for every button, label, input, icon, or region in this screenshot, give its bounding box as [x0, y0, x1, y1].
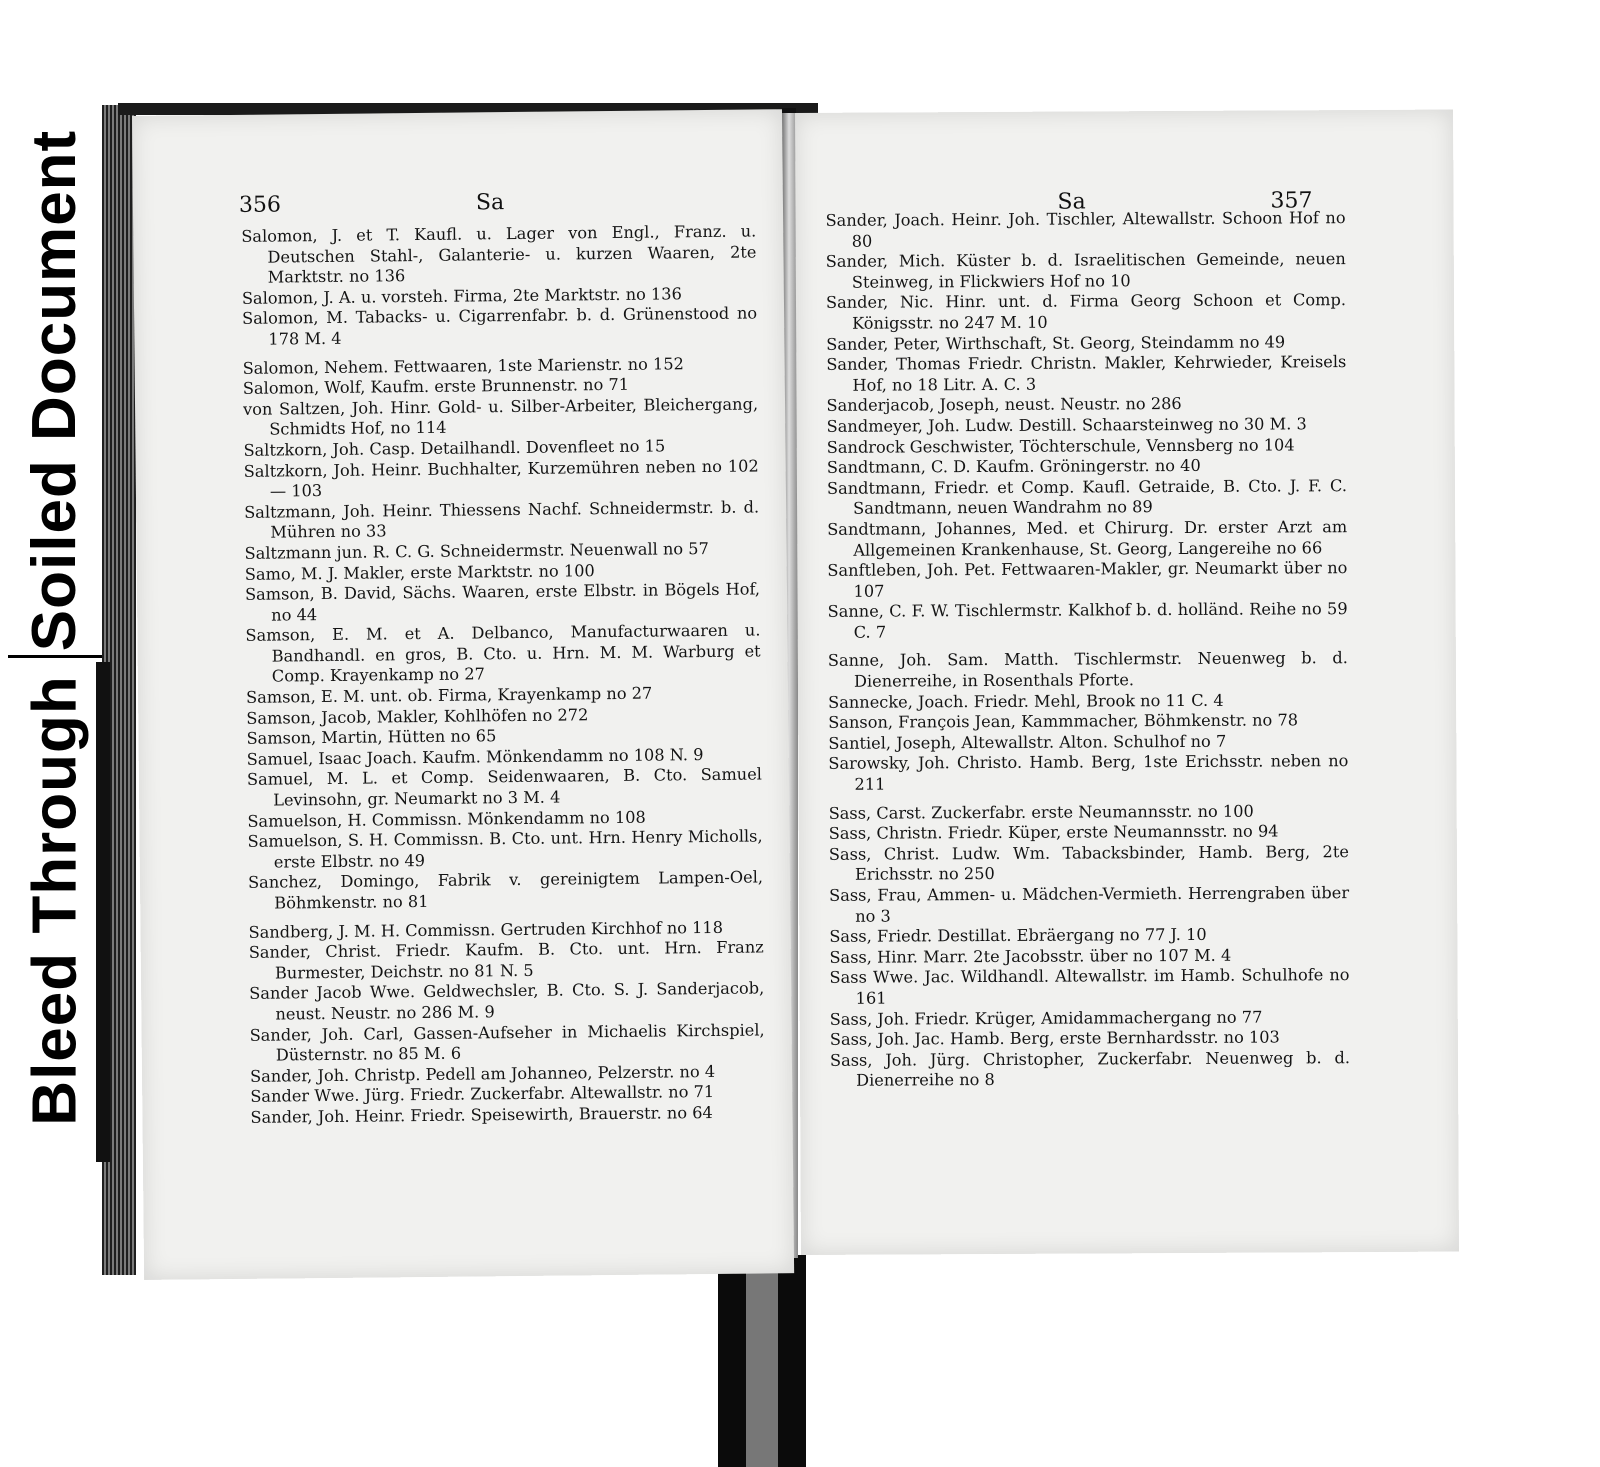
list-item: Sass, Friedr. Destillat. Ebräergang no 77 J. 10 [829, 925, 1207, 947]
list-item: Sass, Carst. Zuckerfabr. erste Neumannsstr. no 100 [828, 801, 1254, 823]
label-divider [8, 655, 113, 658]
list-item: Samuelson, H. Commissn. Mönkendamm no 108 [247, 807, 646, 831]
list-item: Sander Wwe. Jürg. Friedr. Zuckerfabr. Altewallstr. no 71 [250, 1082, 715, 1107]
list-item: Saltzmann jun. R. C. G. Schneidermstr. Neuenwall no 57 [244, 538, 709, 563]
list-item: Samson, Jacob, Makler, Kohlhöfen no 272 [246, 704, 589, 728]
running-header-right: Sa [1057, 189, 1086, 215]
list-item: Salomon, Wolf, Kaufm. erste Brunnenstr. no 71 [242, 374, 630, 399]
list-item: Sandmeyer, Joh. Ludw. Destill. Schaarsteinweg no 30 M. 3 [826, 414, 1307, 436]
list-item: Samson, E. M. unt. ob. Firma, Krayenkamp no 27 [245, 683, 653, 707]
list-item: Sass, Christ. Ludw. Wm. Tabacksbinder, Hamb. Berg, 2te Erichsstr. no 250 [828, 841, 1349, 885]
list-item: Sarowsky, Joh. Christo. Hamb. Berg, 1ste Erichsstr. neben no 211 [828, 751, 1349, 794]
list-item: Samson, B. David, Sächs. Waaren, erste Elbstr. in Bögels Hof, no 44 [244, 579, 761, 625]
list-item: Sass, Christn. Friedr. Küper, erste Neumannsstr. no 94 [828, 821, 1279, 844]
list-item: von Saltzen, Joh. Hinr. Gold- u. Silber-Arbeiter, Bleichergang, Schmidts Hof, no 114 [242, 394, 759, 439]
list-item: Sass, Hinr. Marr. 2te Jacobsstr. über no 107 M. 4 [829, 945, 1232, 967]
list-item: Sander, Mich. Küster b. d. Israelitischen Gemeinde, neuen Steinweg, in Flickwiers Hof no 10 [825, 249, 1346, 292]
bleed-through-label [10, 665, 100, 1135]
list-item: Sander, Joh. Heinr. Friedr. Speisewirth, Brauerstr. no 64 [250, 1102, 713, 1127]
list-item: Sass, Joh. Friedr. Krüger, Amidammachergang no 77 [829, 1007, 1263, 1029]
list-item: Sander, Thomas Friedr. Christn. Makler, Kehrwieder, Kreisels Hof, no 18 Litr. A. C. 3 [826, 352, 1347, 395]
list-item: Sass Wwe. Jac. Wildhandl. Altewallstr. im Hamb. Schulhofe no 161 [829, 965, 1350, 1008]
list-item: Sanderjacob, Joseph, neust. Neustr. no 286 [826, 394, 1182, 416]
list-item: Sander, Joh. Christp. Pedell am Johanneo, Pelzerstr. no 4 [249, 1061, 716, 1086]
list-item: Sanchez, Domingo, Fabrik v. gereinigtem Lampen-Oel, Böhmkenstr. no 81 [247, 867, 764, 913]
page-number-right: 357 [1270, 188, 1313, 214]
list-item: Salomon, M. Tabacks- u. Cigarrenfabr. b. d. Grünenstood no 178 M. 4 [242, 303, 758, 349]
list-item: Santiel, Joseph, Altewallstr. Alton. Schulhof no 7 [828, 731, 1227, 753]
list-item: Samuelson, S. H. Commissn. B. Cto. unt. Hrn. Henry Micholls, erste Elbstr. no 49 [247, 826, 763, 872]
list-item: Sanson, François Jean, Kammmacher, Böhmkenstr. no 78 [828, 710, 1299, 733]
running-header-left: Sa [475, 190, 505, 216]
spine-bottom-inner [746, 1255, 778, 1467]
book-edge-tab [96, 662, 110, 1162]
soiled-document-label [10, 130, 100, 650]
right-entry-list [826, 208, 1351, 1092]
page-number-left: 356 [238, 192, 282, 218]
list-item: Sandtmann, Friedr. et Comp. Kaufl. Getraide, B. Cto. J. F. C. Sandtmann, neuen Wandrahm no 89 [826, 475, 1348, 519]
list-item: Sandtmann, Johannes, Med. et Chirurg. Dr. erster Arzt am Allgemeinen Krankenhause, St. Georg, Langereihe no 66 [827, 517, 1348, 560]
list-item: Sander, Christ. Friedr. Kaufm. B. Cto. unt. Hrn. Franz Burmester, Deichstr. no 81 N. 5 [248, 937, 764, 983]
list-item: Samuel, Isaac Joach. Kaufm. Mönkendamm no 108 N. 9 [246, 744, 704, 769]
list-item: Saltzkorn, Joh. Casp. Detailhandl. Dovenfleet no 15 [243, 436, 666, 460]
list-item: Samuel, M. L. et Comp. Seidenwaaren, B. Cto. Samuel Levinsohn, gr. Neumarkt no 3 M. 4 [246, 764, 763, 810]
list-item: Sander Jacob Wwe. Geldwechsler, B. Cto. S. J. Sanderjacob, neust. Neustr. no 286 M. 9 [249, 978, 765, 1024]
list-item: Sass, Joh. Jac. Hamb. Berg, erste Bernhardsstr. no 103 [829, 1027, 1280, 1049]
list-item: Sanne, C. F. W. Tischlermstr. Kalkhof b. d. holländ. Reihe no 59 C. 7 [827, 599, 1348, 642]
list-item: Saltzkorn, Joh. Heinr. Buchhalter, Kurzemühren neben no 102 — 103 [243, 455, 759, 501]
list-item: Sanftleben, Joh. Pet. Fettwaaren-Makler, gr. Neumarkt über no 107 [827, 558, 1348, 601]
list-item: Samo, M. J. Makler, erste Marktstr. no 100 [244, 560, 595, 584]
list-item: Sandrock Geschwister, Töchterschule, Vennsberg no 104 [826, 434, 1295, 457]
list-item: Salomon, J. A. u. vorsteh. Firma, 2te Marktstr. no 136 [241, 284, 682, 308]
list-item: Sanne, Joh. Sam. Matth. Tischlermstr. Neuenweg b. d. Dienerreihe, in Rosenthals Pforte. [827, 648, 1348, 691]
left-entry-list [241, 221, 765, 1128]
list-item: Salomon, J. et T. Kaufl. u. Lager von Engl., Franz. u. Deutschen Stahl-, Galanterie- u. kurzen Waaren, 2te Marktstr. no 136 [241, 221, 757, 287]
list-item: Salomon, Nehem. Fettwaaren, 1ste Marienstr. no 152 [242, 353, 684, 378]
list-item: Sander, Nic. Hinr. unt. d. Firma Georg Schoon et Comp. Königsstr. no 247 M. 10 [825, 290, 1347, 333]
right-page [795, 110, 1459, 1255]
list-item: Sander, Joh. Carl, Gassen-Aufseher in Michaelis Kirchspiel, Düsternstr. no 85 M. 6 [249, 1019, 765, 1065]
bleed-through-text: Bleed Through [20, 674, 90, 1126]
soiled-document-text: Soiled Document [20, 129, 90, 651]
list-item: Samson, Martin, Hütten no 65 [246, 726, 497, 749]
list-item: Sander, Joach. Heinr. Joh. Tischler, Altewallstr. Schoon Hof no 80 [825, 208, 1346, 251]
list-item: Samson, E. M. et A. Delbanco, Manufacturwaaren u. Bandhandl. en gros, B. Cto. u. Hrn. M. M. Warburg et Comp. Krayenkamp no 27 [245, 620, 761, 687]
list-item: Sandtmann, C. D. Kaufm. Gröningerstr. no 40 [826, 456, 1201, 477]
left-page [132, 109, 794, 1280]
list-item: Sass, Frau, Ammen- u. Mädchen-Vermieth. Herrengraben über no 3 [829, 883, 1350, 926]
list-item: Sannecke, Joach. Friedr. Mehl, Brook no 11 C. 4 [828, 690, 1224, 712]
spine-bottom [718, 1255, 806, 1467]
list-item: Saltzmann, Joh. Heinr. Thiessens Nachf. Schneidermstr. b. d. Mühren no 33 [244, 497, 760, 542]
list-item: Sandberg, J. M. H. Commissn. Gertruden Kirchhof no 118 [248, 917, 724, 942]
list-item: Sass, Joh. Jürg. Christopher, Zuckerfabr. Neuenweg b. d. Dienerreihe no 8 [829, 1047, 1351, 1091]
list-item: Sander, Peter, Wirthschaft, St. Georg, Steindamm no 49 [826, 331, 1286, 354]
